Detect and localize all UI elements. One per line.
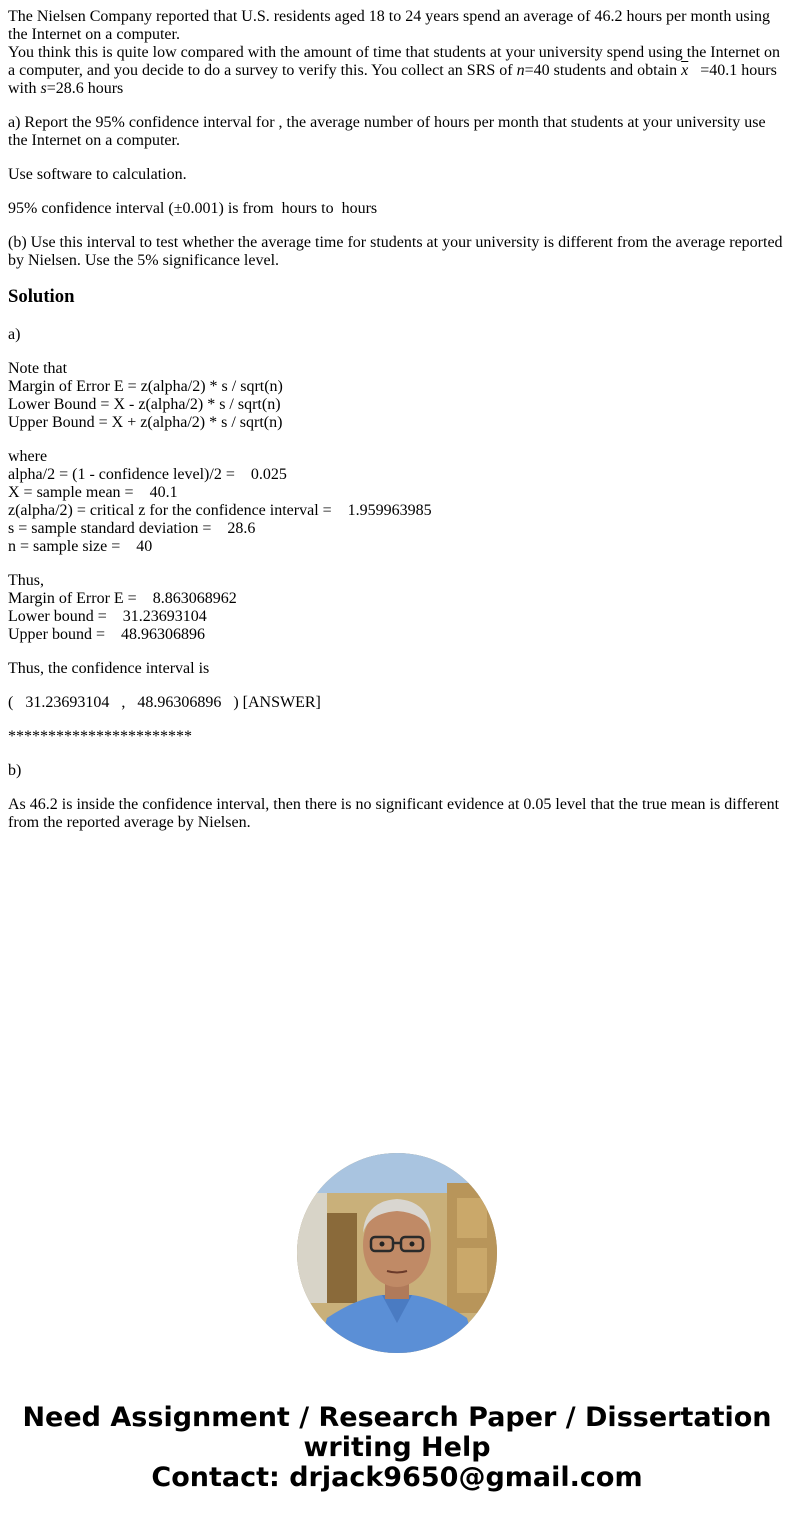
solution-part-b-label: b) — [8, 762, 22, 779]
n-value: =40 students and obtain — [524, 62, 682, 79]
footer-contact — [0, 1403, 794, 1493]
result-line: Upper bound = 48.96306896 — [8, 626, 206, 643]
question-part-b: (b) Use this interval to test whether the average time for students at your university is different from the average reported by Nielsen. Use the 5% significance level. — [8, 234, 783, 269]
where-line: z(alpha/2) = critical z for the confidence interval = 1.959963985 — [8, 502, 432, 519]
where-line: X = sample mean = 40.1 — [8, 484, 178, 501]
where-block — [8, 448, 786, 556]
software-note: Use software to calculation. — [8, 166, 187, 183]
s-symbol: s — [40, 80, 47, 97]
formula-line: Note that — [8, 360, 68, 377]
where-line: alpha/2 = (1 - confidence level)/2 = 0.025 — [8, 466, 287, 483]
intro-text: You think this is quite low compared with the amount of time that students at your university spend using the Internet on a computer, and you decide to do a survey to verify this. You collect an SRS of — [8, 44, 781, 79]
result-line: Lower bound = 31.23693104 — [8, 608, 207, 625]
footer-line: writing Help — [303, 1432, 491, 1463]
formula-line: Lower Bound = X - z(alpha/2) * s / sqrt(n) — [8, 396, 281, 413]
question-intro — [8, 8, 786, 98]
n-symbol: n — [516, 62, 525, 79]
formula-line: Upper Bound = X + z(alpha/2) * s / sqrt(n) — [8, 414, 283, 431]
ci-answer: ( 31.23693104 , 48.96306896 ) [ANSWER] — [8, 694, 321, 711]
formula-line: Margin of Error E = z(alpha/2) * s / sqrt(n) — [8, 378, 283, 395]
solution-part-b-answer: As 46.2 is inside the confidence interval, then there is no significant evidence at 0.05 level that the true mean is different from the reported average by Nielsen. — [8, 796, 780, 831]
person-portrait-icon — [297, 1153, 497, 1353]
result-line: Thus, — [8, 572, 44, 589]
question-part-a: a) Report the 95% confidence interval for , the average number of hours per month that students at your university use the Internet on a computer. — [8, 114, 766, 149]
result-line: Margin of Error E = 8.863068962 — [8, 590, 237, 607]
xbar-value: =40.1 hours with — [8, 62, 777, 97]
formula-block — [8, 360, 786, 432]
where-line: where — [8, 448, 48, 465]
document-body — [8, 8, 786, 848]
separator: *********************** — [8, 728, 192, 745]
solution-part-a-label: a) — [8, 326, 21, 343]
intro-sentence-2: You think this is quite low compared with the amount of time that students at your university spend using the Internet on a computer, and you decide to do a survey to verify this. You collect an SRS of n=40 students and obtain $\overline{x}​ =40.1$ hours with s=28.6 hours — [8, 44, 781, 97]
solution-heading: Solution — [8, 286, 75, 307]
footer-line: Need Assignment / Research Paper / Dissertation — [22, 1402, 772, 1433]
where-line: n = sample size = 40 — [8, 538, 153, 555]
where-line: s = sample standard deviation = 28.6 — [8, 520, 256, 537]
intro-sentence-1: The Nielsen Company reported that U.S. residents aged 18 to 24 years spend an average of 46.2 hours per month using the Internet on a computer. — [8, 8, 775, 43]
s-value: =28.6 hours — [46, 80, 124, 97]
ci-prompt: 95% confidence interval (±0.001) is from hours to hours — [8, 200, 378, 217]
results-block — [8, 572, 786, 644]
xbar-symbol: $\overline{x}$ — [681, 62, 689, 79]
footer-contact-email: Contact: drjack9650@gmail.com — [151, 1462, 643, 1493]
ci-intro: Thus, the confidence interval is — [8, 660, 210, 677]
